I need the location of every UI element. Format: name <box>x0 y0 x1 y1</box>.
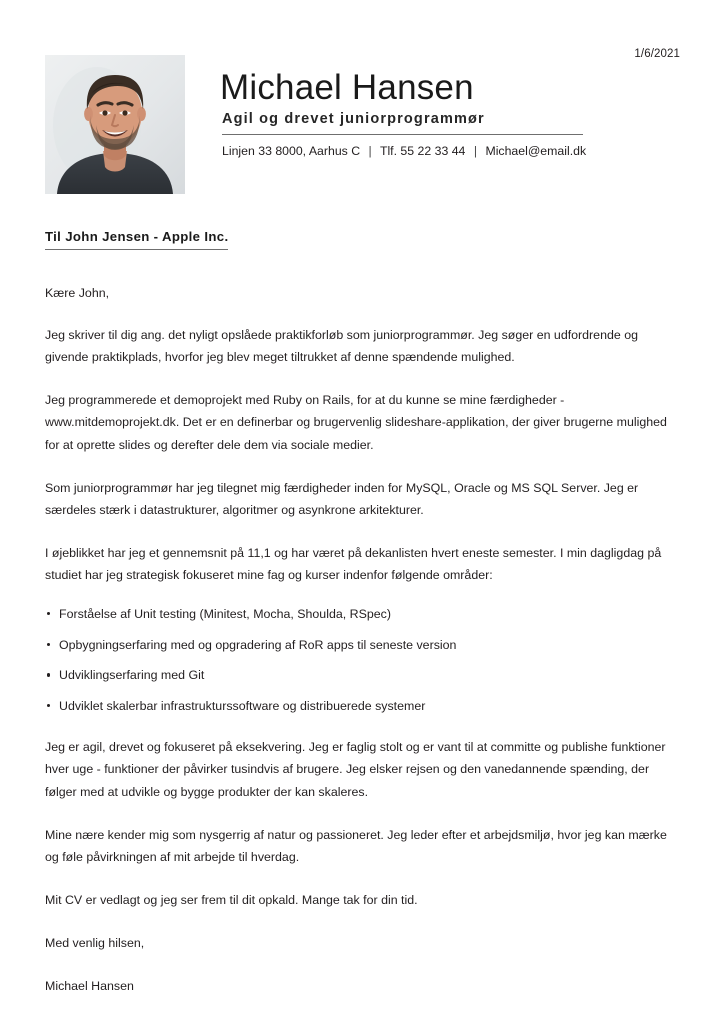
recipient-line-wrapper <box>45 228 681 250</box>
letter-header <box>45 44 680 204</box>
closing-line: Med venlig hilsen, <box>45 935 145 950</box>
identity-block <box>220 70 680 158</box>
contact-email[interactable]: Michael@email.dk <box>485 144 587 159</box>
letter-body <box>45 228 681 997</box>
contact-phone: Tlf. 55 22 33 44 <box>379 144 466 159</box>
signature-name: Michael Hansen <box>45 978 134 993</box>
job-tagline: Agil og drevet juniorprogrammør <box>222 111 485 128</box>
contact-separator-1: | <box>368 144 372 159</box>
paragraph: Jeg programmerede et demoprojekt med Ruby on Rails, for at du kunne se mine færdigheder - www.mitdemoprojekt.dk. Det er en definerbar og brugervenlig slideshare-applikation, der giver brugerne mulighed for at oprette slides og derefter dele dem via sociale medier. <box>45 393 667 452</box>
page-title: Michael Hansen <box>220 68 474 107</box>
profile-photo <box>45 55 185 194</box>
salutation: Kære John, <box>45 286 110 300</box>
contact-line <box>222 144 680 158</box>
paragraph: Jeg er agil, drevet og fokuseret på eksekvering. Jeg er faglig stolt og er vant til at committe og publishe funktioner hver uge - funktioner der påvirker tusindvis af brugere. Jeg elsker rejsen og den vanedannende spænding, der følger med at udvikle og bygge produkter der kan skaleres. <box>45 740 666 799</box>
letter-date: 1/6/2021 <box>634 48 680 60</box>
paragraph: Mit CV er vedlagt og jeg ser frem til dit opkald. Mange tak for din tid. <box>45 892 418 907</box>
skills-list <box>45 605 681 715</box>
portrait-photo-icon <box>45 55 185 194</box>
list-item: Udviklet skalerbar infrastrukturssoftware og distribuerede systemer <box>45 697 681 716</box>
paragraph: Jeg skriver til dig ang. det nyligt opslåede praktikforløb som juniorprogrammør. Jeg søger en udfordrende og givende praktikplads, hvorfor jeg blev meget tiltrukket af denne spændende mulighed. <box>45 328 638 365</box>
recipient-line: Til John Jensen - Apple Inc. <box>45 229 228 250</box>
paragraph: Mine nære kender mig som nysgerrig af natur og passioneret. Jeg leder efter et arbejdsmiljø, hvor jeg kan mærke og føle påvirkningen af mit arbejde til hverdag. <box>45 827 667 864</box>
contact-separator-2: | <box>473 144 478 159</box>
list-item: Forståelse af Unit testing (Minitest, Mocha, Shoulda, RSpec) <box>45 605 681 624</box>
list-item: Opbygningserfaring med og opgradering af RoR apps til seneste version <box>45 636 681 655</box>
contact-address: Linjen 33 8000, Aarhus C <box>222 144 361 159</box>
list-item: Udviklingserfaring med Git <box>45 666 681 685</box>
paragraph: I øjeblikket har jeg et gennemsnit på 11,1 og har været på dekanlisten hvert eneste semester. I min dagligdag på studiet har jeg strategisk fokuseret mine fag og kurser indenfor følgende områder: <box>45 545 662 582</box>
header-divider <box>222 134 583 135</box>
paragraph: Som juniorprogrammør har jeg tilegnet mig færdigheder inden for MySQL, Oracle og MS SQL Server. Jeg er særdeles stærk i datastrukturer, algoritmer og asynkrone arkitekturer. <box>45 480 639 517</box>
